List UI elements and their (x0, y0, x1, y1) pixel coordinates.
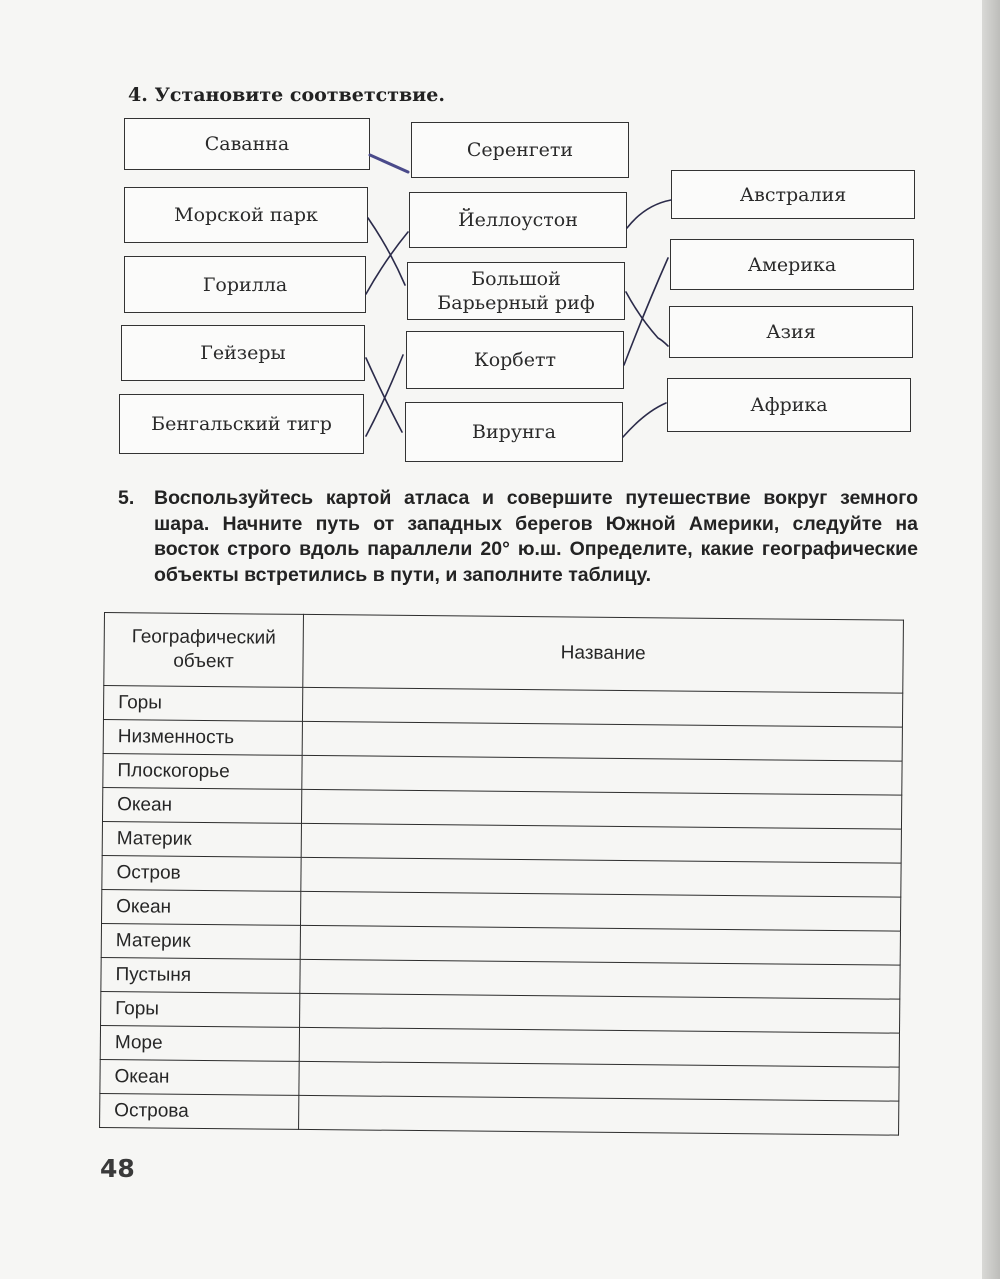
name-answer-cell[interactable] (302, 721, 902, 761)
middle-item-corbett[interactable] (406, 331, 624, 389)
name-answer-cell[interactable] (299, 1095, 899, 1135)
table-header-row (104, 613, 904, 694)
table-row (100, 1093, 899, 1135)
middle-item-label: Большой Барьерный риф (437, 268, 595, 314)
middle-item-virunga[interactable] (405, 402, 623, 462)
geo-object-type: Океан (100, 1059, 299, 1095)
right-item-label: Австралия (739, 183, 847, 206)
geo-object-type: Океан (102, 787, 301, 823)
middle-item-label: Корбетт (473, 349, 556, 371)
line-gorilla-virunga-half (366, 232, 408, 294)
name-answer-cell[interactable] (300, 959, 900, 999)
middle-item-great-barrier-reef[interactable] (407, 262, 625, 320)
middle-item-serengeti[interactable] (411, 122, 629, 178)
left-item-label: Морской парк (174, 204, 318, 226)
geo-object-type: Острова (100, 1093, 299, 1129)
task-5-instructions (118, 486, 918, 588)
geo-object-type: Океан (102, 889, 301, 925)
line-yellowstone-australia (627, 200, 671, 228)
right-item-label: Африка (750, 394, 828, 416)
name-answer-cell[interactable] (300, 925, 900, 965)
right-item-australia[interactable] (671, 170, 915, 219)
left-item-label: Гейзеры (200, 342, 286, 364)
left-item-marine-park[interactable] (124, 187, 368, 243)
right-item-africa[interactable] (667, 378, 911, 432)
name-answer-cell[interactable] (301, 857, 901, 897)
name-answer-cell[interactable] (301, 823, 901, 863)
left-item-label: Бенгальский тигр (151, 413, 332, 435)
geo-object-type: Пустыня (101, 957, 300, 993)
left-item-label: Саванна (204, 133, 290, 155)
name-answer-cell[interactable] (302, 755, 902, 795)
right-item-america[interactable] (670, 239, 914, 290)
name-answer-cell[interactable] (302, 687, 902, 727)
header-name: Название (303, 614, 904, 693)
geo-object-type: Горы (101, 991, 300, 1027)
header-geo-object: Географический объект (104, 613, 304, 688)
line-geysers-yellowstone (366, 358, 402, 432)
geo-object-type: Низменность (103, 719, 302, 755)
task-5-number: 5. (118, 487, 135, 509)
left-item-label: Горилла (202, 273, 288, 296)
left-item-savanna[interactable] (124, 118, 370, 170)
middle-item-label: Серенгети (466, 139, 574, 161)
left-item-bengal-tiger[interactable] (119, 394, 364, 454)
page-edge (982, 0, 1000, 1279)
line-tiger-corbett (366, 355, 403, 436)
line-corbett-america (624, 258, 668, 365)
page-number: 48 (100, 1154, 135, 1183)
name-answer-cell[interactable] (301, 891, 901, 931)
left-item-geysers[interactable] (121, 325, 365, 381)
line-savanna-serengeti (370, 155, 408, 172)
geo-object-type: Материк (102, 821, 301, 857)
geo-object-type: Остров (102, 855, 301, 891)
middle-item-yellowstone[interactable] (409, 192, 627, 248)
line-barrier-reef-asia (626, 292, 668, 346)
right-item-label: Америка (747, 253, 837, 276)
line-marine-park-barrier-reef (368, 218, 405, 285)
left-item-gorilla[interactable] (124, 256, 366, 313)
geo-object-type: Горы (103, 686, 302, 722)
middle-item-label: Вирунга (472, 421, 556, 443)
right-item-label: Азия (766, 321, 816, 343)
right-item-asia[interactable] (669, 306, 913, 358)
line-virunga-africa (623, 403, 666, 437)
middle-item-label: Йеллоустон (458, 209, 578, 231)
name-answer-cell[interactable] (299, 1027, 899, 1067)
name-answer-cell[interactable] (300, 993, 900, 1033)
geo-object-type: Море (100, 1025, 299, 1061)
geo-objects-table (99, 612, 904, 1136)
name-answer-cell[interactable] (301, 789, 901, 829)
task-5-text: Воспользуйтесь картой атласа и совершите путешествие вокруг земного шара. Начните путь от западных берегов Южной Америки, следуйте на восток строго вдоль параллели 20° ю.ш. Определите, какие географические объекты встретились в пути, и заполните таблицу. (154, 487, 918, 586)
geo-object-type: Плоскогорье (103, 753, 302, 789)
task-4-title: 4. Установите соответствие. (128, 84, 445, 106)
name-answer-cell[interactable] (299, 1061, 899, 1101)
geo-object-type: Материк (101, 923, 300, 959)
